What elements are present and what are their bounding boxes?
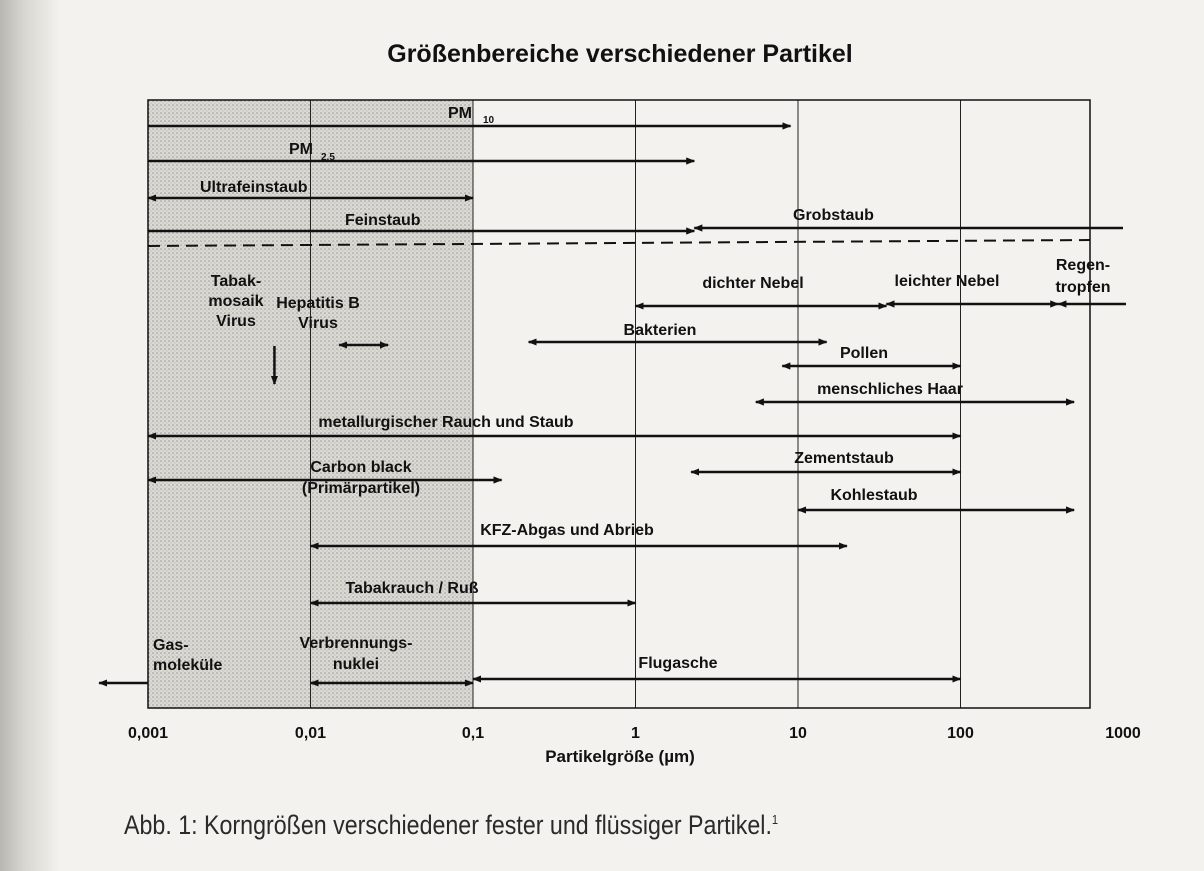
range-label: dichter Nebel xyxy=(702,275,804,292)
range-label: nuklei xyxy=(332,656,380,673)
range-label: Ultrafeinstaub xyxy=(200,179,308,196)
caption-text: Abb. 1: Korngrößen verschiedener fester und flüssiger Partikel. xyxy=(124,810,772,840)
figure-caption xyxy=(124,810,778,841)
tick-label: 0,001 xyxy=(127,725,169,742)
range-label: metallurgischer Rauch und Staub xyxy=(318,414,574,431)
range-16 xyxy=(691,450,960,472)
range-label: Virus xyxy=(298,315,338,332)
tick-label: 10 xyxy=(789,725,807,742)
range-label: Gas- xyxy=(153,637,189,654)
tick-label: 100 xyxy=(947,725,974,742)
range-label: Verbrennungs- xyxy=(299,635,413,652)
tick-label: 1000 xyxy=(1105,725,1141,742)
caption-footnote: 1 xyxy=(771,812,779,827)
range-11 xyxy=(529,322,827,342)
range-label-subscript: 10 xyxy=(483,115,495,126)
range-label: tropfen xyxy=(1055,279,1111,296)
range-5 xyxy=(694,207,1123,228)
x-tick-labels xyxy=(128,725,1141,742)
tick-label: 1 xyxy=(631,725,640,742)
range-label: Flugasche xyxy=(638,655,718,672)
tick-label: 0,01 xyxy=(294,725,327,742)
range-label: PM xyxy=(289,141,313,158)
range-13 xyxy=(756,381,1074,402)
range-label: Feinstaub xyxy=(345,212,421,229)
range-label: Bakterien xyxy=(623,322,697,339)
range-label: Tabakrauch / Ruß xyxy=(345,580,479,597)
range-17 xyxy=(798,487,1074,510)
range-label: leichter Nebel xyxy=(894,273,1000,290)
range-label: Zementstaub xyxy=(794,450,894,467)
range-label: Virus xyxy=(216,313,256,330)
range-label: Hepatitis B xyxy=(276,295,360,312)
range-label: mosaik xyxy=(208,293,264,310)
range-9 xyxy=(886,273,1058,304)
range-label-subscript: 2,5 xyxy=(321,152,335,163)
range-label: Pollen xyxy=(839,345,889,362)
range-label: Kohlestaub xyxy=(830,487,918,504)
range-label: Tabak- xyxy=(210,273,262,290)
x-axis-label: Partikelgröße (µm) xyxy=(545,747,695,766)
range-label: (Primärpartikel) xyxy=(301,480,421,497)
range-label: Carbon black xyxy=(310,459,412,476)
range-label: moleküle xyxy=(153,657,223,674)
range-label: PM xyxy=(448,105,472,122)
range-label: Grobstaub xyxy=(793,207,874,224)
range-label: KFZ-Abgas und Abrieb xyxy=(480,522,654,539)
range-8 xyxy=(636,275,887,306)
range-label: Regen- xyxy=(1055,257,1111,274)
chart-title: Größenbereiche verschiedener Partikel xyxy=(387,40,853,68)
range-12 xyxy=(782,345,960,366)
range-22 xyxy=(473,655,961,679)
tick-label: 0,1 xyxy=(461,725,485,742)
range-label: menschliches Haar xyxy=(817,381,963,398)
